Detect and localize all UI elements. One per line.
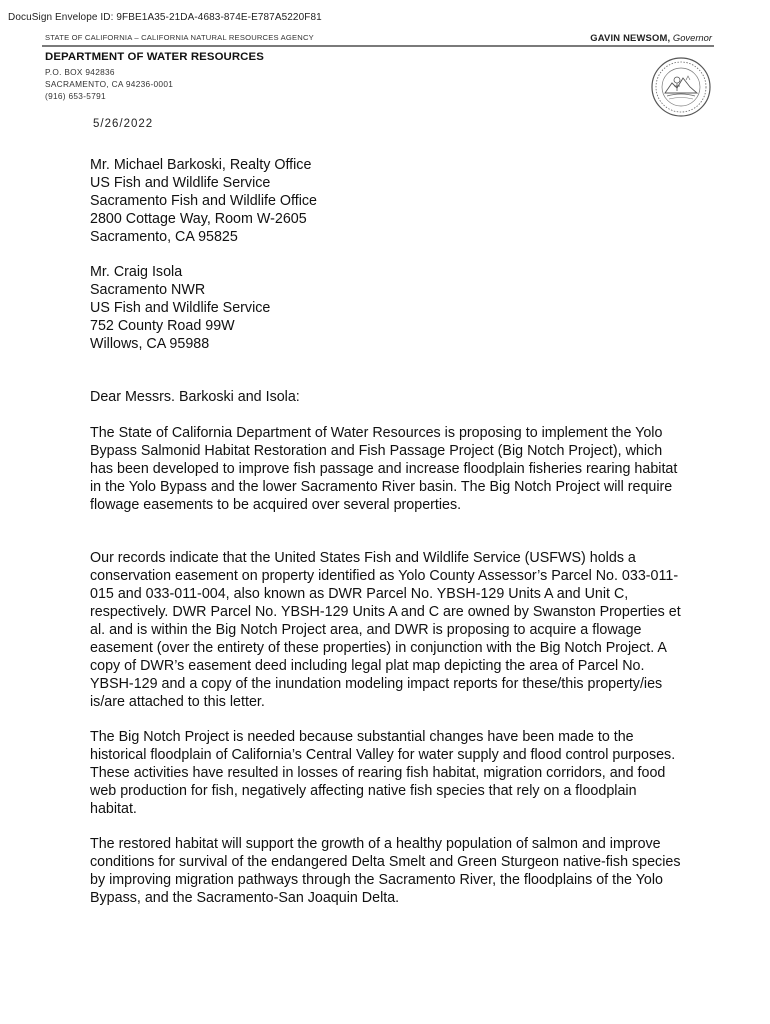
- department-address: [45, 66, 173, 102]
- recipient-line: 752 County Road 99W: [90, 318, 235, 334]
- paragraph-easement: Our records indicate that the United States Fish and Wildlife Service (USFWS) holds a conservation easement on property identified as Yolo County Assessor’s Parcel No. 033-011-015 and 033-011-004, also known as DWR Parcel No. YBSH-129 Units A and Unit C, respectively. DWR Parcel No. YBSH-129 Units A and C are owned by Swanston Properties et al. and is within the Big Notch Project area, and DWR is proposing to acquire a flowage easement (over the entirety of these properties) in conjunction with the Big Notch Project. A copy of DWR’s easement deed including legal plat map depicting the area of Parcel No. YBSH-129 and a copy of the inundation modeling impact reports for these/this property/ies is/are attached to this letter.: [90, 550, 681, 710]
- recipient-line: Mr. Craig Isola: [90, 264, 183, 280]
- recipient-line: Mr. Michael Barkoski, Realty Office: [90, 157, 312, 173]
- governor-name: GAVIN NEWSOM,: [590, 32, 671, 43]
- recipient-address-2: [90, 263, 690, 353]
- governor-line: [590, 32, 712, 43]
- address-line: (916) 653-5791: [45, 91, 106, 101]
- recipient-line: Sacramento NWR: [90, 282, 206, 298]
- letterhead-divider: [42, 45, 714, 47]
- paragraph-need: The Big Notch Project is needed because substantial changes have been made to the historical floodplain of California’s Central Valley for water supply and flood control purposes. These activities have resulted in losses of rearing fish habitat, migration corridors, and food web production for fish, negatively affecting native fish species that rely on a floodplain habitat.: [90, 729, 676, 817]
- address-line: SACRAMENTO, CA 94236-0001: [45, 79, 174, 89]
- address-line: P.O. BOX 942836: [45, 67, 115, 77]
- recipient-line: US Fish and Wildlife Service: [90, 175, 271, 191]
- recipient-line: Sacramento, CA 95825: [90, 229, 238, 245]
- agency-line: STATE OF CALIFORNIA – CALIFORNIA NATURAL RESOURCES AGENCY: [45, 33, 314, 42]
- recipient-line: Willows, CA 95988: [90, 336, 210, 352]
- recipient-line: US Fish and Wildlife Service: [90, 300, 271, 316]
- recipient-line: Sacramento Fish and Wildlife Office: [90, 193, 317, 209]
- governor-title: Governor: [672, 32, 712, 43]
- department-name: DEPARTMENT OF WATER RESOURCES: [45, 51, 264, 63]
- salutation: Dear Messrs. Barkoski and Isola:: [90, 389, 300, 405]
- docusign-envelope-id: DocuSign Envelope ID: 9FBE1A35-21DA-4683-874E-E787A5220F81: [8, 12, 322, 23]
- paragraph-intro: The State of California Department of Water Resources is proposing to implement the Yolo Bypass Salmonid Habitat Restoration and Fish Passage Project (Big Notch Project), which has been developed to improve fish passage and increase floodplain fisheries rearing habitat in the Yolo Bypass and the lower Sacramento River basin. The Big Notch Project will require flowage easements to be acquired over several properties.: [90, 425, 678, 513]
- state-seal-icon: [650, 56, 712, 118]
- recipient-line: 2800 Cottage Way, Room W-2605: [90, 211, 307, 227]
- letter-date: 5/26/2022: [93, 118, 154, 130]
- recipient-address-1: [90, 156, 690, 246]
- paragraph-habitat: The restored habitat will support the growth of a healthy population of salmon and improve conditions for survival of the endangered Delta Smelt and Green Sturgeon native-fish species by improving migration pathways through the Sacramento River, the floodplains of the Yolo Bypass, and the Sacramento-San Joaquin Delta.: [90, 836, 681, 906]
